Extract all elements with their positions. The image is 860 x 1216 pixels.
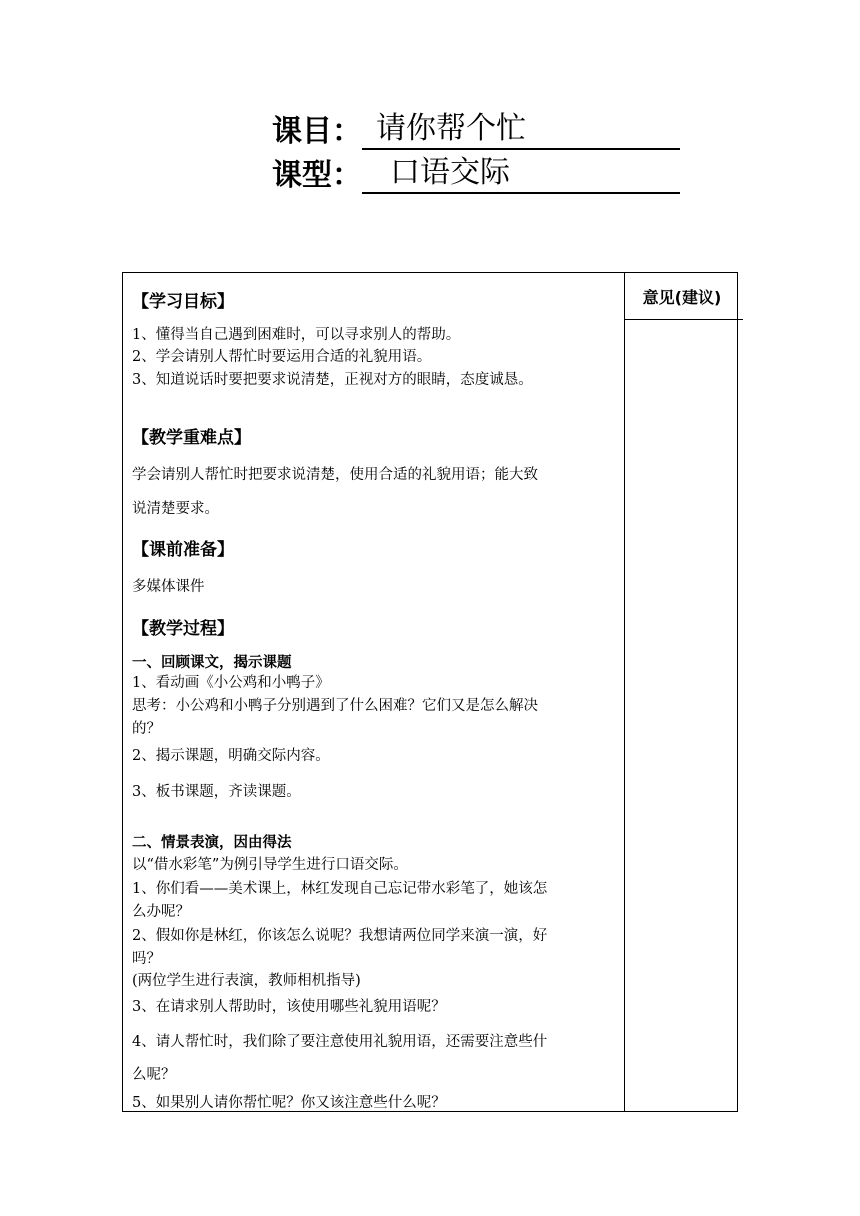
process-line: 吗？: [132, 951, 161, 967]
process-line: 1、看动画《小公鸡和小鸭子》: [132, 675, 330, 691]
section-one-title: 一、回顾课文，揭示课题: [132, 655, 292, 671]
column-divider: [624, 273, 625, 1111]
process-line: 么呢？: [132, 1067, 176, 1083]
lesson-type-line: [272, 150, 680, 194]
lesson-type-label: 课型：: [272, 158, 362, 193]
process-line: 以“借水彩笔”为例引导学生进行口语交际。: [132, 857, 408, 873]
lesson-content-column: [123, 273, 624, 1111]
header-rule-extension: [739, 319, 743, 320]
subject-line: [272, 106, 680, 150]
preparation-heading: 【课前准备】: [132, 540, 234, 560]
subject-label: 课目：: [272, 114, 362, 149]
process-line: 2、假如你是林红，你该怎么说呢？我想请两位同学来演一演，好: [132, 928, 548, 944]
key-points-line: 说清楚要求。: [132, 501, 219, 517]
process-line: 么办呢？: [132, 904, 190, 920]
process-line: 的？: [132, 721, 161, 737]
objective-item: 1、懂得当自己遇到困难时，可以寻求别人的帮助。: [132, 327, 461, 343]
process-line: 3、在请求别人帮助时，该使用哪些礼貌用语呢？: [132, 999, 446, 1015]
process-heading: 【教学过程】: [132, 619, 234, 639]
process-line: 3、板书课题，齐读课题。: [132, 784, 301, 800]
objective-item: 3、知道说话时要把要求说清楚，正视对方的眼睛，态度诚恳。: [132, 372, 533, 388]
process-line: 1、你们看——美术课上，林红发现自己忘记带水彩笔了，她该怎: [132, 881, 548, 897]
lesson-type-value: 口语交际: [362, 154, 680, 194]
key-points-line: 学会请别人帮忙时把要求说清楚，使用合适的礼貌用语；能大致: [132, 467, 538, 483]
lesson-plan-table: [122, 272, 738, 1112]
key-points-heading: 【教学重难点】: [132, 428, 251, 448]
process-line: 4、请人帮忙时，我们除了要注意使用礼貌用语，还需要注意些什: [132, 1034, 548, 1050]
process-line: 2、揭示课题，明确交际内容。: [132, 748, 330, 764]
objective-item: 2、学会请别人帮忙时要运用合适的礼貌用语。: [132, 349, 432, 365]
process-line: 5、如果别人请你帮忙呢？你又该注意些什么呢？: [132, 1095, 446, 1111]
process-line: (两位学生进行表演，教师相机指导): [132, 973, 361, 989]
section-two-title: 二、情景表演，因由得法: [132, 835, 292, 851]
opinion-column-header: 意见(建议): [625, 273, 739, 320]
subject-value: 请你帮个忙: [362, 110, 680, 150]
preparation-text: 多媒体课件: [132, 579, 205, 595]
objectives-heading: 【学习目标】: [132, 292, 234, 312]
process-line: 思考：小公鸡和小鸭子分别遇到了什么困难？它们又是怎么解决: [132, 698, 538, 714]
